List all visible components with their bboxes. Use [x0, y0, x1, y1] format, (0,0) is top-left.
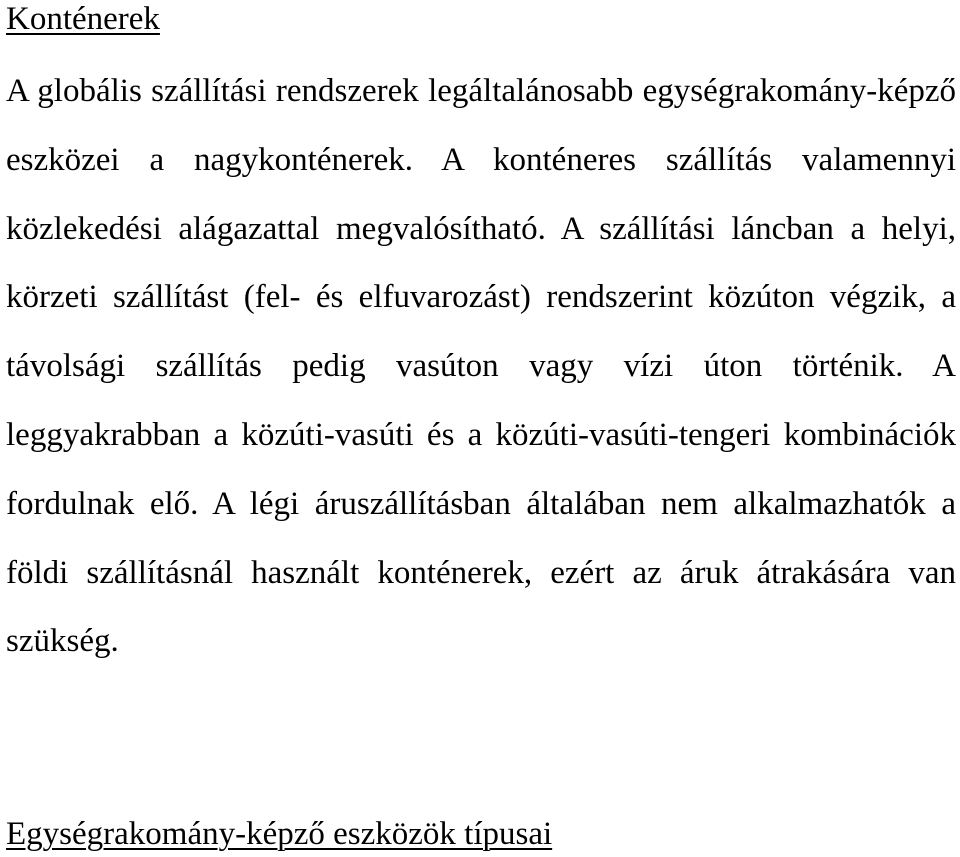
body-paragraph: A globális szállítási rendszerek legáltalánosabb egységrakomány-képző eszközei a nagykonténerek. A konténeres szállítás valamennyi közlekedési alágazattal megvalósítható. A szállítási láncban a helyi, körzeti szállítást (fel- és elfuvarozást) rendszerint közúton végzik, a távolsági szállítás pedig vasúton vagy vízi úton történik. A leggyakrabban a közúti-vasúti és a közúti-vasúti-tengeri kombinációk fordulnak elő. A légi áruszállításban általában nem alkalmazhatók a földi szállításnál használt konténerek, ezért az áruk átrakására van szükség. [6, 73, 956, 660]
section-title: Konténerek [6, 1, 160, 37]
subsection-title: Egységrakomány-képző eszközök típusai [6, 816, 553, 852]
